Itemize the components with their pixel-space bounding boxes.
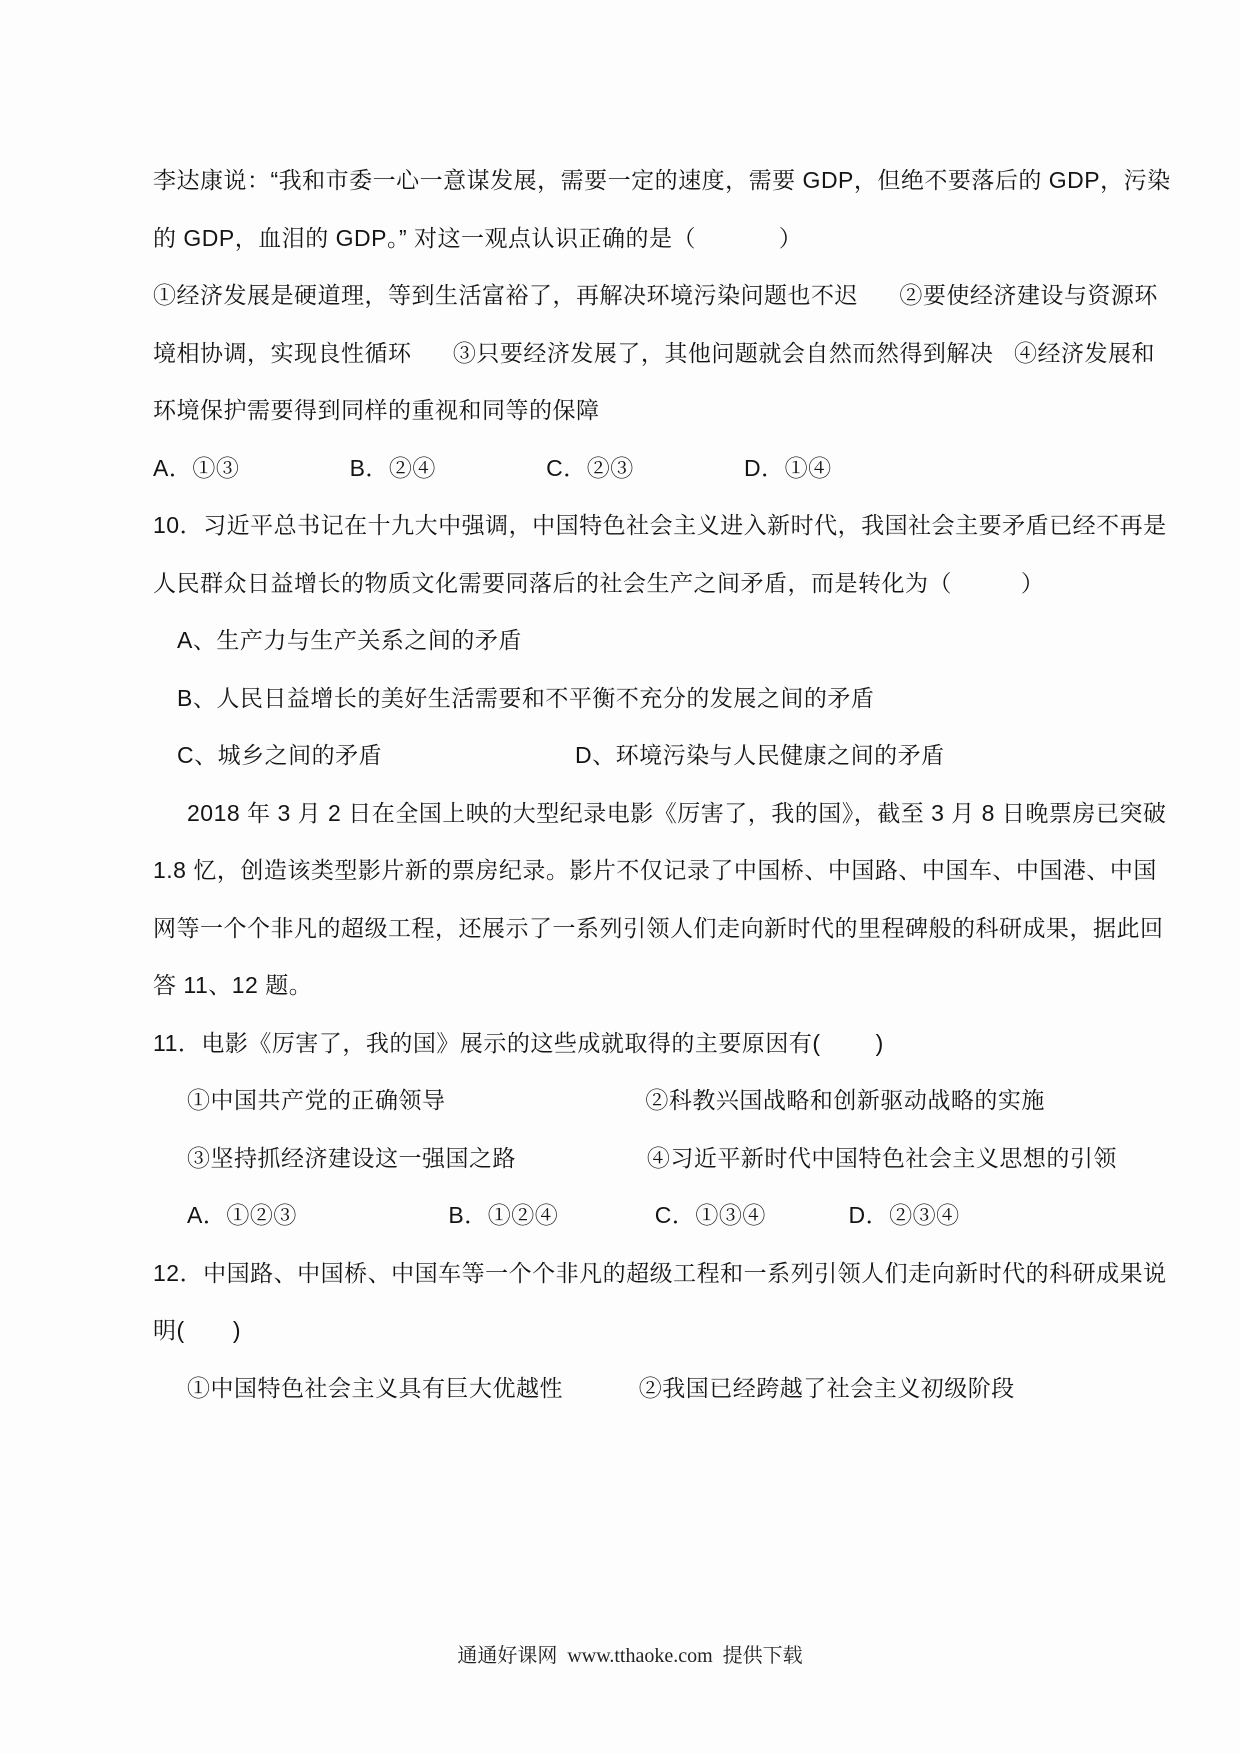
text-line: 的 GDP，血泪的 GDP。” 对这一观点认识正确的是（ ） bbox=[153, 224, 803, 251]
text-line: 11．电影《厉害了，我的国》展示的这些成就取得的主要原因有( ) bbox=[153, 1029, 884, 1056]
text-line: ①经济发展是硬道理，等到生活富裕了，再解决环境污染问题也不迟 ②要使经济建设与资源环 bbox=[153, 282, 1158, 308]
text-line: 1.8 忆，创造该类型影片新的票房纪录。影片不仅记录了中国桥、中国路、中国车、中国港、中国 bbox=[153, 857, 1157, 883]
text-line: 答 11、12 题。 bbox=[153, 972, 313, 998]
text-line: B、人民日益增长的美好生活需要和不平衡不充分的发展之间的矛盾 bbox=[177, 684, 875, 711]
text-line: 境相协调，实现良性循环 ③只要经济发展了，其他问题就会自然而然得到解决 ④经济发展和 bbox=[153, 339, 1156, 366]
text-line: ③坚持抓经济建设这一强国之路 ④习近平新时代中国特色社会主义思想的引领 bbox=[187, 1144, 1117, 1171]
text-line: A、生产力与生产关系之间的矛盾 bbox=[177, 627, 522, 653]
text-line: 人民群众日益增长的物质文化需要同落后的社会生产之间矛盾，而是转化为（ ） bbox=[153, 569, 1045, 596]
text-line: ①中国共产党的正确领导 ②科教兴国战略和创新驱动战略的实施 bbox=[187, 1087, 1045, 1113]
page-footer bbox=[0, 1616, 1240, 1691]
page-body bbox=[0, 152, 1240, 1417]
text-line: A．①②③ B．①②④ C．①③④ D．②③④ bbox=[187, 1202, 960, 1228]
text-line: 12．中国路、中国桥、中国车等一个个非凡的超级工程和一系列引领人们走向新时代的科研成果说 bbox=[153, 1259, 1167, 1286]
text-line: 2018 年 3 月 2 日在全国上映的大型纪录电影《厉害了，我的国》，截至 3 月 8 日晚票房已突破 bbox=[187, 799, 1167, 826]
text-line: A．①③ B．②④ C．②③ D．①④ bbox=[153, 454, 832, 481]
text-line: 明( ) bbox=[153, 1317, 242, 1343]
text-line: 网等一个个非凡的超级工程，还展示了一系列引领人们走向新时代的里程碑般的科研成果，据此回 bbox=[153, 914, 1164, 941]
text-line: C、城乡之间的矛盾 D、环境污染与人民健康之间的矛盾 bbox=[177, 742, 945, 768]
text-line: 环境保护需要得到同样的重视和同等的保障 bbox=[153, 397, 600, 423]
text-line: 李达康说：“我和市委一心一意谋发展，需要一定的速度，需要 GDP，但绝不要落后的 GDP，污染 bbox=[153, 167, 1171, 193]
text-line: 10．习近平总书记在十九大中强调，中国特色社会主义进入新时代，我国社会主要矛盾已经不再是 bbox=[153, 512, 1167, 538]
text-line: ①中国特色社会主义具有巨大优越性 ②我国已经跨越了社会主义初级阶段 bbox=[187, 1374, 1015, 1401]
footer-text: 通通好课网 www.tthaoke.com 提供下载 bbox=[457, 1645, 803, 1667]
